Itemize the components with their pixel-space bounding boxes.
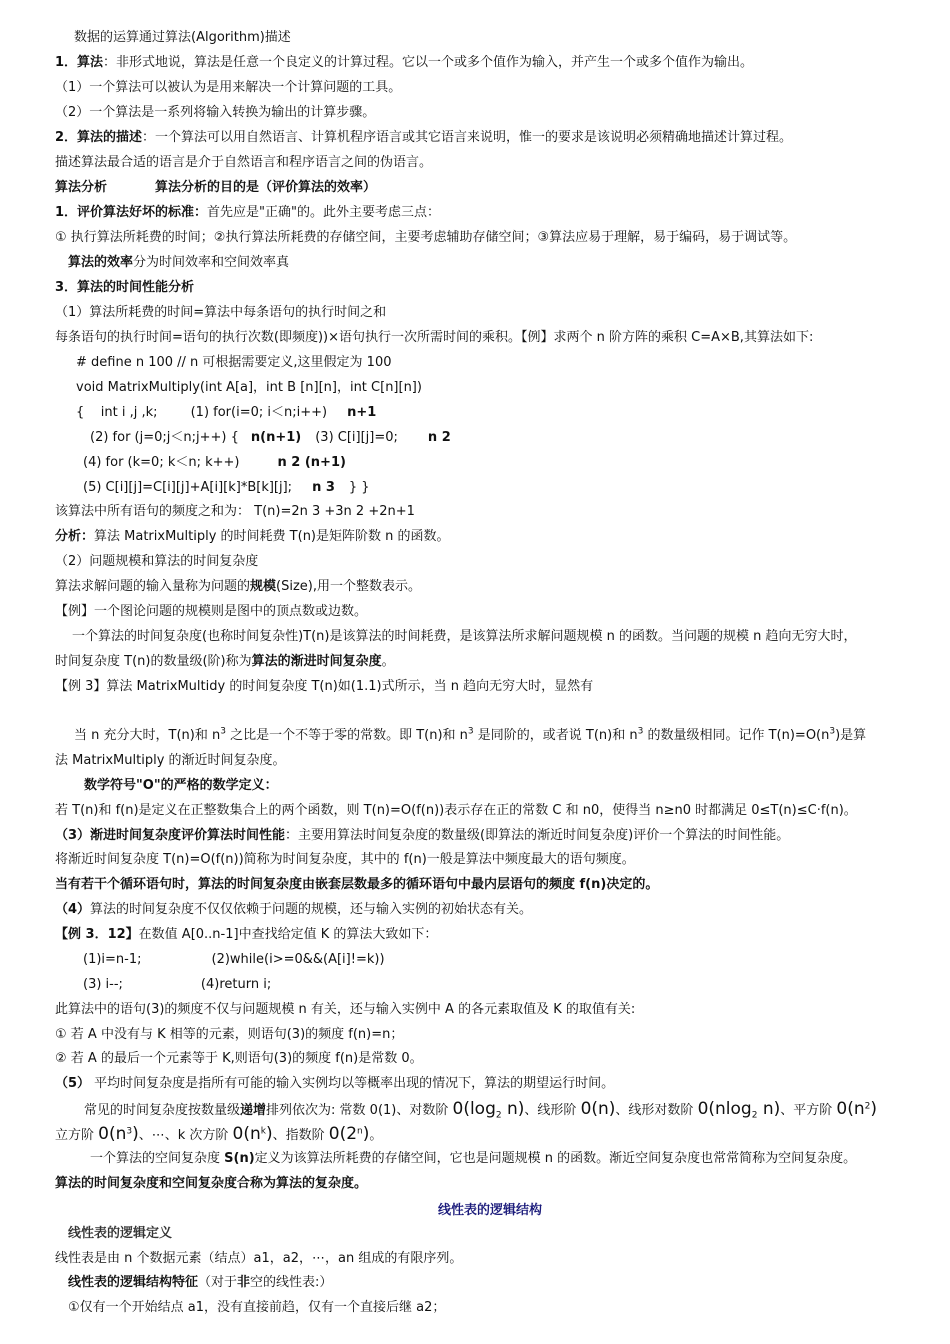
text: 在数值 A[0..n-1]中查找给定值 K 的算法大致如下：: [138, 927, 438, 942]
text: 、平方阶: [780, 1103, 837, 1118]
line: 该算法中所有语句的频度之和为： T(n)=2n 3 +3n 2 +2n+1: [55, 504, 415, 519]
line: 【例】一个图论问题的规模则是图中的顶点数或边数。: [55, 604, 368, 619]
term: 分析：: [55, 529, 95, 544]
text: 时间复杂度 T(n)的数量级(阶)称为: [55, 654, 252, 669]
text: 是同阶的，或者说 T(n)和 n: [473, 728, 638, 743]
code-line: void MatrixMultiply(int A[a]，int B [n][n]，int C[n][n]): [76, 380, 422, 395]
code-line: [83, 479, 370, 497]
sup: k: [260, 1126, 266, 1137]
bold-statement: 当有若干个循环语句时，算法的时间复杂度由嵌套层数最多的循环语句中最内层语句的频度 f(n)决定的。: [55, 877, 659, 892]
code-line: [76, 404, 376, 422]
bold-statement: 算法的时间复杂度和空间复杂度合称为算法的复杂度。: [55, 1176, 368, 1191]
code-line: [90, 429, 451, 447]
big-o-heading: 数学符号"O"的严格的数学定义：: [84, 778, 278, 793]
line: ①仅有一个开始结点 a1，没有直接前趋，仅有一个直接后继 a2；: [68, 1300, 446, 1315]
formula: n): [501, 1099, 525, 1119]
complexity-order-line: [84, 1098, 877, 1122]
sup: 3: [829, 726, 836, 737]
section-title: 线性表的逻辑结构: [437, 1203, 542, 1218]
text: 的数量级相同。记作 T(n)=O(n: [643, 728, 830, 743]
term: 递增: [240, 1103, 267, 1118]
text: 分为时间效率和空间效率真: [133, 255, 290, 270]
term: 线性表的逻辑结构特征: [68, 1275, 199, 1290]
line: 一个算法的时间复杂度(也称时间复杂性)T(n)是该算法的时间耗费，是该算法所求解问题规模 n 的函数。当问题的规模 n 趋向无穷大时，: [72, 629, 857, 644]
text: ：非形式地说，算法是任意一个良定义的计算过程。它以一个或多个值作为输入，并产生一个或多个值作为输出。: [103, 55, 754, 70]
term: 2．算法的描述: [55, 130, 143, 145]
text: 排列依次为: 常数 0(1)、对数阶: [266, 1103, 453, 1118]
line: （1）一个算法可以被认为是用来解决一个计算问题的工具。: [55, 80, 402, 95]
term: （5）: [55, 1076, 91, 1091]
term: S(n): [224, 1151, 255, 1166]
line: 将渐近时间复杂度 T(n)=O(f(n))简称为时间复杂度，其中的 f(n)一般是算法中频度最大的语句频度。: [55, 852, 635, 867]
term: 1．算法: [55, 55, 104, 70]
features-heading: [68, 1274, 332, 1292]
size-line: [55, 578, 421, 596]
average-line: [55, 1075, 614, 1093]
analysis-line: [55, 528, 450, 546]
complexity-order-line-2: [55, 1123, 382, 1147]
text: 、线形对数阶: [615, 1103, 698, 1118]
line: （1）算法所耗费的时间=算法中每条语句的执行时间之和: [55, 305, 387, 320]
term: 算法的效率: [68, 255, 134, 270]
code: (4) for (k=0; k＜n; k++): [83, 455, 240, 470]
text: 空的线性表:）: [250, 1275, 333, 1290]
formula: ): [870, 1099, 877, 1119]
code: (2)while(i>=0&&(A[i]!=k)): [211, 952, 385, 967]
def-description: [55, 129, 792, 147]
text: 、指数阶: [272, 1128, 329, 1143]
text: 一个算法的空间复杂度: [90, 1151, 225, 1166]
text: 当 n 充分大时，T(n)和 n: [74, 728, 221, 743]
code: (3) C[i][j]=0;: [315, 430, 398, 445]
formula: ): [362, 1124, 370, 1144]
text: （对于: [198, 1275, 238, 1290]
example-line: [55, 926, 437, 944]
code-line: [83, 976, 271, 994]
text: 定义为该算法所耗费的存储空间，它也是问题规模 n 的函数。渐近空间复杂度也常常简称为空间复杂度。: [254, 1151, 857, 1166]
formula: ): [132, 1124, 139, 1144]
order-line: [74, 727, 866, 745]
line: ① 执行算法所耗费的时间；②执行算法所耗费的存储空间，主要考虑辅助存储空间；③算法应易于理解，易于编码，易于调试等。: [55, 230, 797, 245]
formula: 0(nlog: [697, 1099, 752, 1119]
text: 、线形阶: [524, 1103, 581, 1118]
heading-analysis: [55, 179, 376, 197]
dependence-line: [55, 901, 532, 919]
term: （4）: [55, 902, 91, 917]
heading: 算法分析的目的是（评价算法的效率）: [155, 180, 377, 195]
text: 算法 MatrixMultiply 的时间耗费 T(n)是矩阵阶数 n 的函数。: [94, 529, 450, 544]
line: 此算法中的语句(3)的频度不仅与问题规模 n 有关，还与输入实例中 A 的各元素取值及 K 的取值有关:: [55, 1002, 636, 1017]
code: { int i ,j ,k; (1) for(i=0; i＜n;i++): [76, 405, 328, 420]
text: 算法的时间复杂度不仅仅依赖于问题的规模，还与输入实例的初始状态有关。: [90, 902, 533, 917]
frequency: n 2: [427, 430, 451, 445]
formula: 0(n: [98, 1124, 127, 1144]
term: 非: [237, 1275, 251, 1290]
text: 之比是一个不等于零的常数。即 T(n)和 n: [225, 728, 468, 743]
text: 、⋯、k 次方阶: [138, 1128, 233, 1143]
text: 算法求解问题的输入量称为问题的: [55, 579, 251, 594]
line: 若 T(n)和 f(n)是定义在正整数集合上的两个函数，则 T(n)=O(f(n))表示存在正的常数 C 和 n0，使得当 n≥n0 时都满足 0≤T(n)≤C·f(n)。: [55, 803, 857, 818]
text: )是算: [835, 728, 867, 743]
text: 。: [381, 654, 395, 669]
text: ：一个算法可以用自然语言、计算机程序语言或其它语言来说明，惟一的要求是该说明必须精确地描述计算过程。: [142, 130, 793, 145]
formula: 0(log: [452, 1099, 496, 1119]
eval-line: [55, 827, 789, 845]
text: (Size),用一个整数表示。: [276, 579, 421, 594]
frequency: n 3: [312, 480, 335, 495]
frequency: n(n+1): [250, 430, 302, 445]
line: 描述算法最合适的语言是介于自然语言和程序语言之间的伪语言。: [55, 155, 433, 170]
text: 首先应是"正确"的。此外主要考虑三点：: [207, 205, 441, 220]
heading: 算法分析: [55, 180, 108, 195]
formula: 0(n: [232, 1124, 261, 1144]
formula: n): [757, 1099, 781, 1119]
sup: 3: [220, 726, 226, 737]
term: 1．评价算法好坏的标准：: [55, 205, 208, 220]
efficiency-line: [68, 254, 289, 272]
code: (4)return i;: [200, 977, 272, 992]
frequency: n+1: [347, 405, 377, 420]
sub: 2: [751, 1110, 758, 1121]
line: 每条语句的执行时间=语句的执行次数(即频度))×语句执行一次所需时间的乘积。【例】求两个 n 阶方阵的乘积 C=A×B,其算法如下:: [55, 330, 814, 345]
term: （3）渐进时间复杂度评价算法时间性能: [55, 828, 286, 843]
formula: 0(2: [328, 1124, 358, 1144]
term: 算法的渐进时间复杂度: [251, 654, 382, 669]
line: 线性表是由 n 个数据元素（结点）a1，a2，⋯，an 组成的有限序列。: [55, 1251, 463, 1266]
sup: 3: [467, 726, 474, 737]
criteria-line: [55, 204, 440, 222]
code: } }: [348, 480, 370, 495]
space-complexity-line: [90, 1150, 856, 1168]
section-heading: 3．算法的时间性能分析: [55, 280, 195, 295]
line: 【例 3】算法 MatrixMultidy 的时间复杂度 T(n)如(1.1)式所示，当 n 趋向无穷大时，显然有: [55, 679, 594, 694]
code: (2) for (j=0;j＜n;j++) {: [90, 430, 239, 445]
sup: 2: [864, 1101, 871, 1112]
subheading: 线性表的逻辑定义: [68, 1226, 173, 1241]
text: ：主要用算法时间复杂度的数量级(即算法的渐近时间复杂度)评价一个算法的时间性能。: [285, 828, 790, 843]
code-line: [83, 951, 385, 969]
asymptotic-line: [55, 653, 395, 671]
text: 。: [369, 1128, 383, 1143]
term: 【例 3．12】: [55, 927, 139, 942]
sup: 3: [637, 726, 644, 737]
def-algorithm: [55, 54, 753, 72]
formula: 0(n): [580, 1099, 616, 1119]
line: ② 若 A 的最后一个元素等于 K,则语句(3)的频度 f(n)是常数 0。: [55, 1051, 423, 1066]
line: （2）问题规模和算法的时间复杂度: [55, 554, 259, 569]
text: 平均时间复杂度是指所有可能的输入实例均以等概率出现的情况下，算法的期望运行时间。: [90, 1076, 615, 1091]
term: 规模: [250, 579, 277, 594]
code-line: [83, 454, 346, 472]
text: 立方阶: [55, 1128, 99, 1143]
intro-line: 数据的运算通过算法(Algorithm)描述: [74, 30, 291, 45]
text: 常见的时间复杂度按数量级: [84, 1103, 241, 1118]
formula: ): [266, 1124, 273, 1144]
sub: 2: [495, 1110, 502, 1121]
line: （2）一个算法是一系列将输入转换为输出的计算步骤。: [55, 105, 376, 120]
frequency: n 2 (n+1): [277, 455, 346, 470]
line: 法 MatrixMultiply 的渐近时间复杂度。: [55, 753, 286, 768]
sup: 3: [126, 1126, 133, 1137]
sup: n: [357, 1126, 363, 1137]
code-line: # define n 100 // n 可根据需要定义,这里假定为 100: [76, 355, 392, 370]
code: (1)i=n-1;: [83, 952, 142, 967]
code: (3) i--;: [83, 977, 123, 992]
line: ① 若 A 中没有与 K 相等的元素，则语句(3)的频度 f(n)=n；: [55, 1027, 404, 1042]
code: (5) C[i][j]=C[i][j]+A[i][k]*B[k][j];: [83, 480, 293, 495]
formula: 0(n: [836, 1099, 865, 1119]
